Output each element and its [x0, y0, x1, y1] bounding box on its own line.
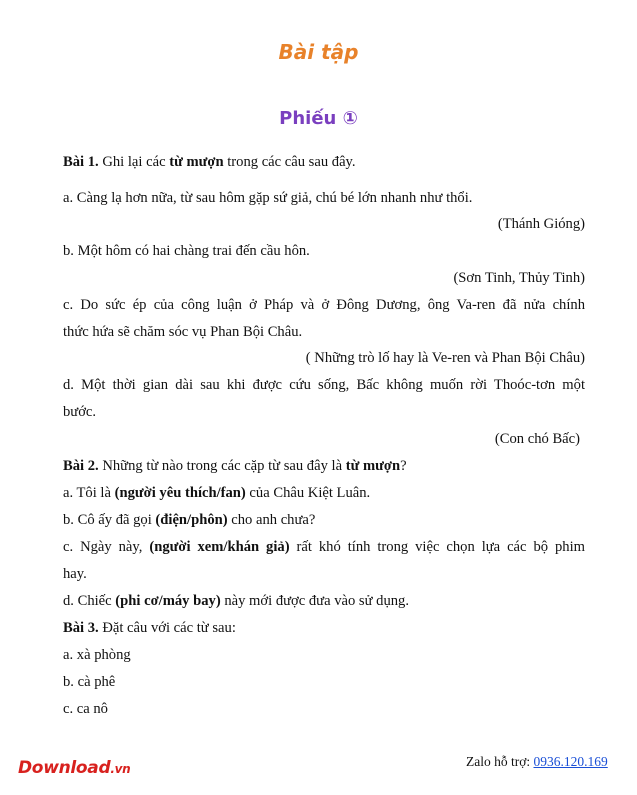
ex2-item-c-post: rất khó tính trong việc chọn lựa các bộ phim [289, 539, 586, 555]
ex2-text-pre: Những từ nào trong các cặp từ sau đây là [98, 458, 346, 474]
ex2-item-a-pre: a. Tôi là [63, 485, 115, 501]
ex3-heading [63, 618, 585, 638]
ex2-item-b-bold: (điện/phôn) [155, 512, 228, 528]
ex1-label: Bài 1. [63, 154, 99, 170]
ex1-text-post: trong các câu sau đây. [223, 154, 356, 170]
ex2-item-c-line1 [63, 537, 585, 557]
ex1-item-c-line2: thức hứa sẽ chăm sóc vụ Phan Bội Châu. [63, 324, 303, 340]
ex2-item-b-post: cho anh chưa? [227, 512, 316, 528]
ex2-text-post: ? [400, 458, 407, 474]
ex3-label: Bài 3. [63, 620, 99, 636]
ex2-item-c-pre: c. Ngày này, [63, 539, 150, 555]
ex2-item-d [63, 591, 585, 611]
download-vn-logo [18, 758, 130, 778]
ex3-item-c: c. ca nô [63, 701, 108, 717]
ex1-item-b-source: (Sơn Tinh, Thủy Tinh) [453, 270, 585, 286]
ex2-item-b-pre: b. Cô ấy đã gọi [63, 512, 156, 528]
logo-suffix-text: .vn [110, 762, 131, 776]
ex1-item-c-line1: c. Do sức ép của công luận ở Pháp và ở Đông Dương, ông Va-ren đã nửa chính [63, 297, 585, 313]
ex2-item-a [63, 483, 585, 503]
logo-main-text: Download [18, 758, 111, 778]
ex1-text-pre: Ghi lại các [98, 154, 170, 170]
ex3-text: Đặt câu với các từ sau: [98, 620, 236, 636]
ex1-item-d-source: (Con chó Bấc) [494, 431, 580, 447]
support-contact [466, 754, 608, 770]
support-phone-link[interactable]: 0936.120.169 [533, 754, 608, 769]
ex1-item-d-line2: bước. [63, 404, 97, 420]
ex1-item-c-source: ( Những trò lố hay là Ve-ren và Phan Bội Châu) [305, 350, 585, 366]
worksheet-subtitle: Phiếu ① [279, 108, 358, 129]
ex1-item-d-line1: d. Một thời gian dài sau khi được cứu sống, Bấc không muốn rời Thoóc-tơn một [63, 377, 585, 393]
ex2-item-d-post: này mới được đưa vào sử dụng. [220, 593, 410, 609]
ex1-item-b: b. Một hôm có hai chàng trai đến cầu hôn. [63, 243, 310, 259]
ex2-item-b [63, 510, 585, 530]
ex1-heading [63, 152, 585, 172]
ex2-item-a-bold: (người yêu thích/fan) [114, 485, 246, 501]
ex2-heading [63, 456, 585, 476]
ex3-item-b: b. cà phê [63, 674, 116, 690]
ex1-text-bold: từ mượn [169, 154, 224, 170]
support-label: Zalo hỗ trợ: [466, 754, 534, 769]
ex2-text-bold: từ mượn [345, 458, 401, 474]
ex2-item-c-line2: hay. [63, 566, 87, 582]
ex3-item-a: a. xà phòng [63, 647, 131, 663]
ex1-item-a: a. Càng lạ hơn nữa, từ sau hôm gặp sứ giả, chú bé lớn nhanh như thổi. [63, 190, 473, 206]
ex1-item-a-source: (Thánh Gióng) [497, 216, 585, 232]
ex2-label: Bài 2. [63, 458, 99, 474]
ex2-item-d-pre: d. Chiếc [63, 593, 116, 609]
ex2-item-c-bold: (người xem/khán giả) [149, 539, 290, 555]
page-title: Bài tập [278, 40, 359, 64]
ex2-item-a-post: của Châu Kiệt Luân. [245, 485, 371, 501]
ex2-item-d-bold: (phi cơ/máy bay) [115, 593, 221, 609]
